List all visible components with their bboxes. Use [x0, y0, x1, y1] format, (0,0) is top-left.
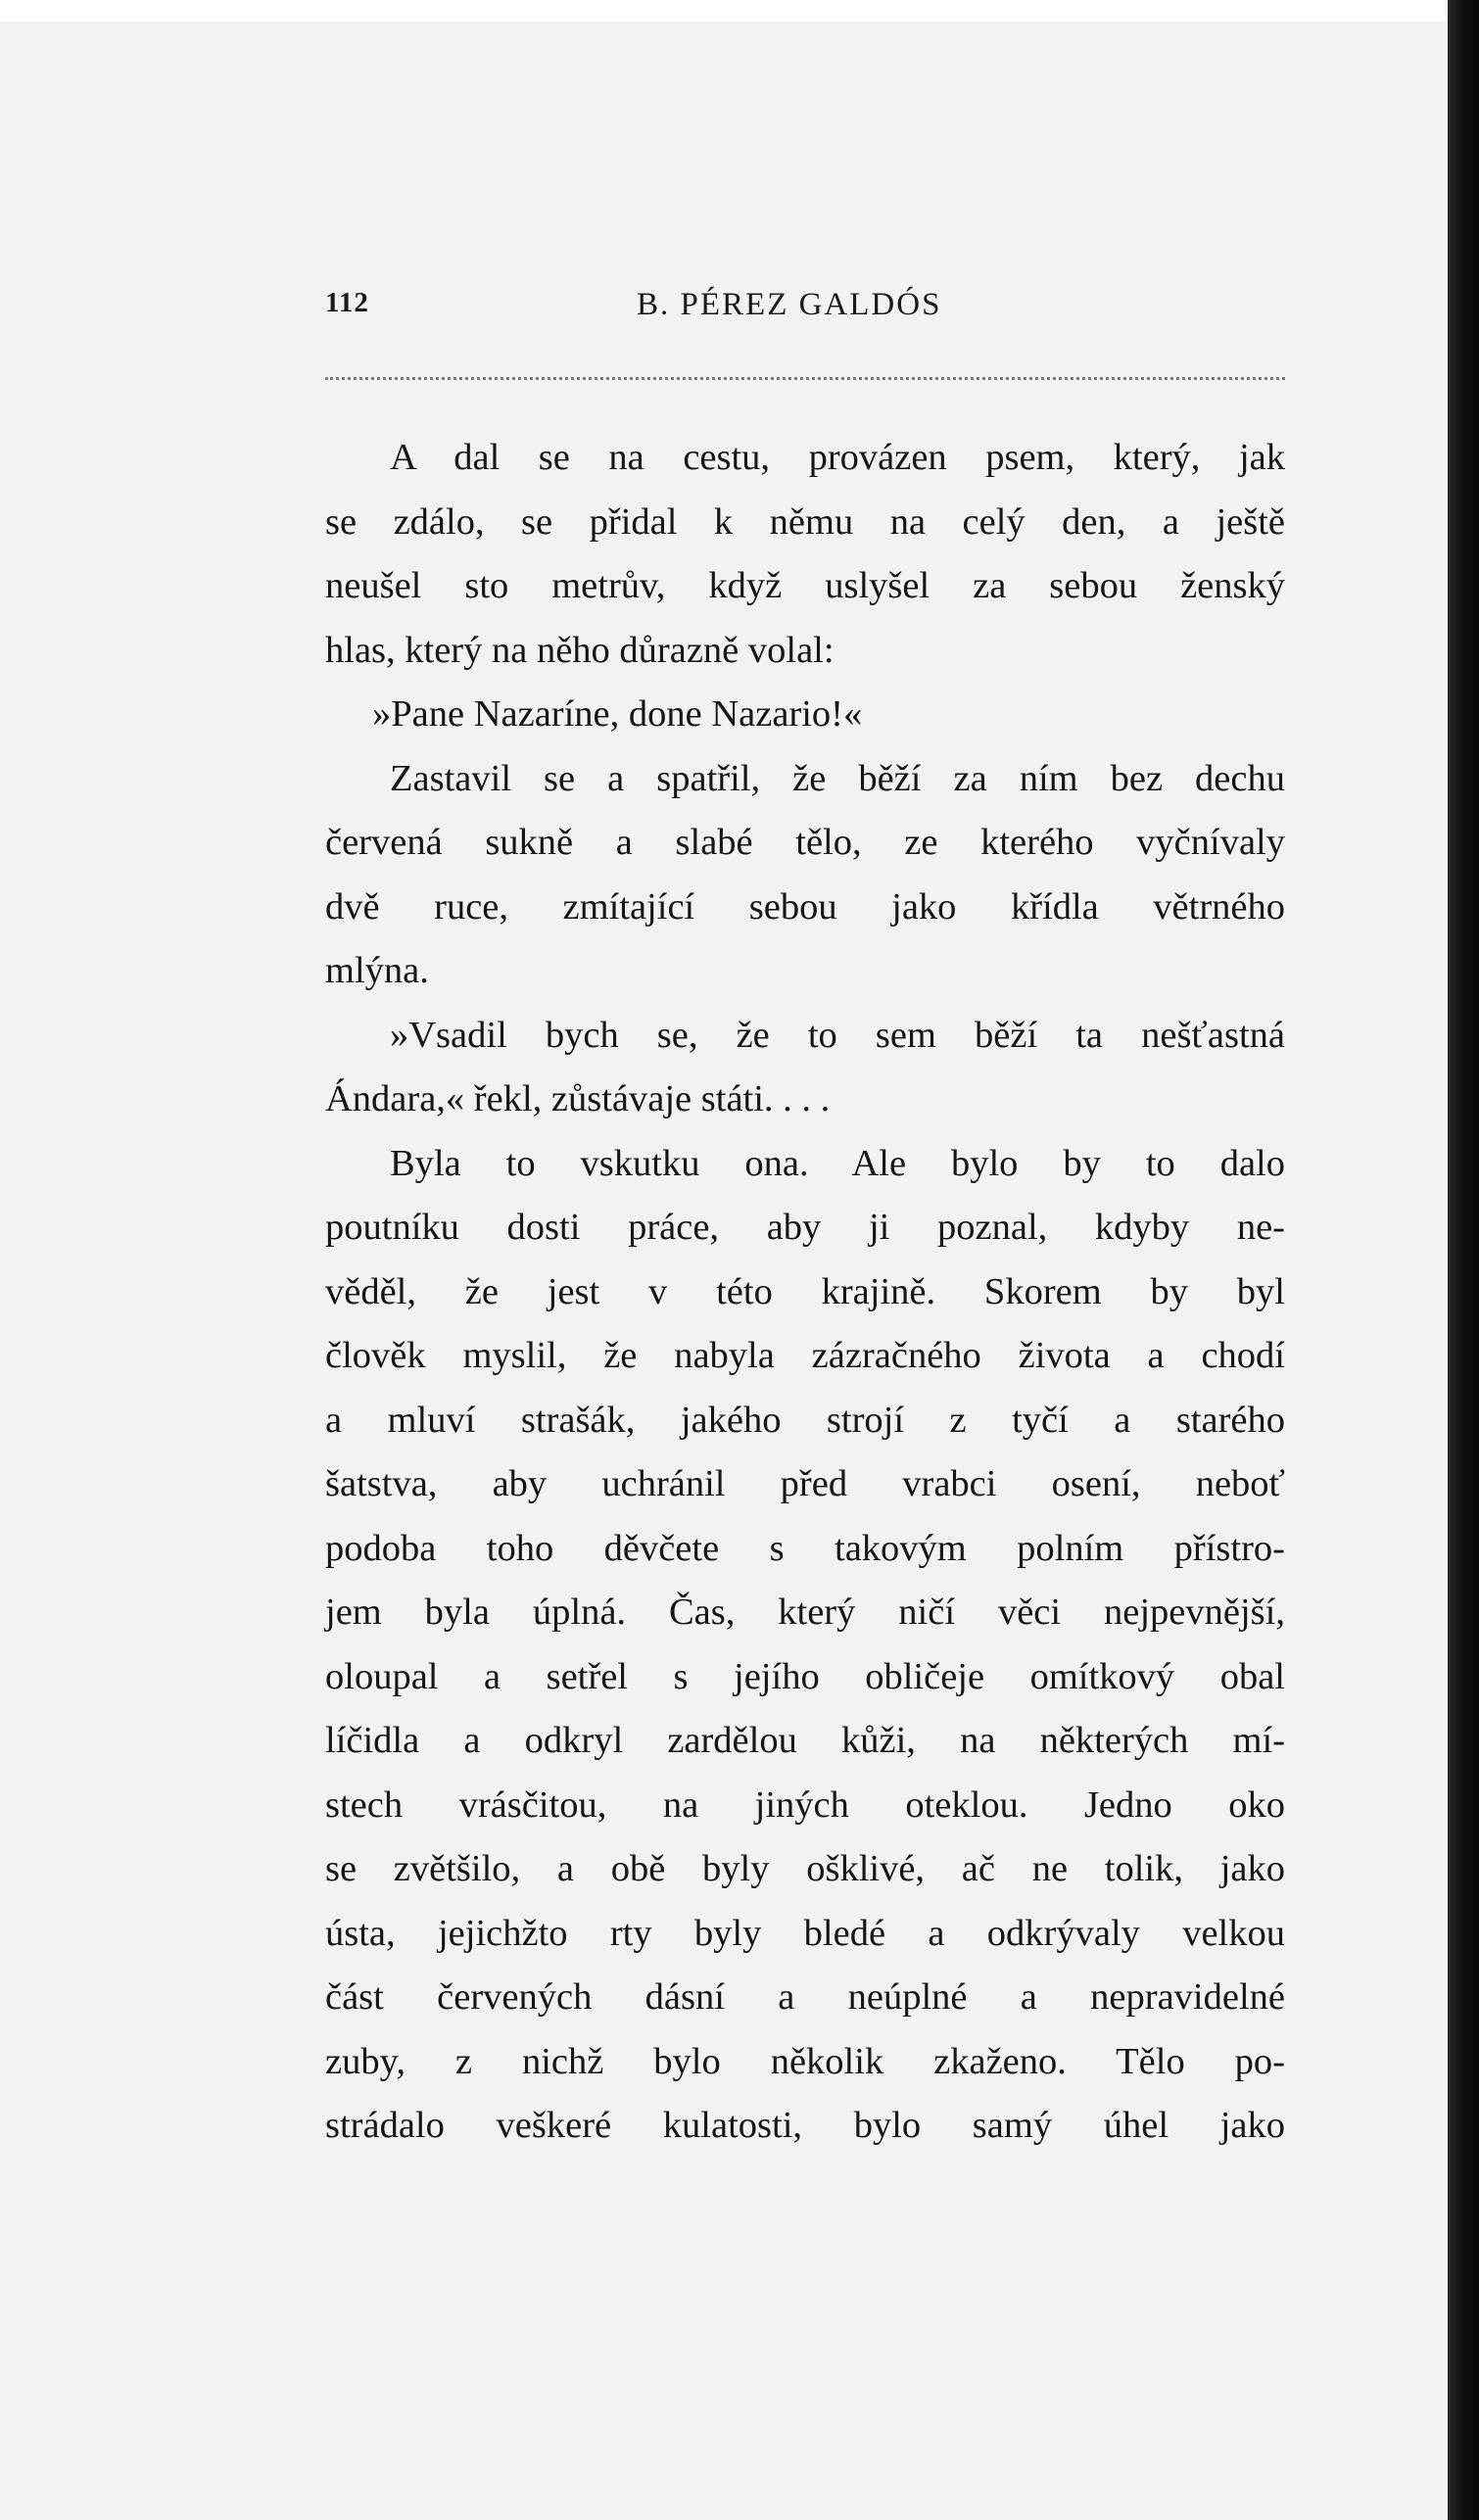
- text-line: Ándara,« řekl, zůstávaje státi. . . .: [325, 1078, 831, 1119]
- text-line: podoba toho děvčete s takovým polním přístro-: [325, 1527, 1285, 1569]
- text-line: ústa, jejichžto rty byly bledé a odkrývaly velkou: [325, 1912, 1285, 1954]
- text-line: A dal se na cestu, provázen psem, který, jak: [390, 437, 1285, 478]
- text-line: »Vsadil bych se, že to sem běží ta nešťastná: [390, 1014, 1285, 1056]
- text-line: věděl, že jest v této krajině. Skorem by byl: [325, 1270, 1285, 1312]
- text-line: Byla to vskutku ona. Ale bylo by to dalo: [390, 1142, 1285, 1184]
- header-rule: [325, 377, 1285, 380]
- body-text: [325, 426, 1285, 2159]
- text-line: dvě ruce, zmítající sebou jako křídla větrného: [325, 885, 1285, 927]
- text-line: část červených dásní a neúplné a nepravidelné: [325, 1976, 1285, 2018]
- text-line: červená sukně a slabé tělo, ze kterého vyčnívaly: [325, 822, 1285, 863]
- text-line: šatstva, aby uchránil před vrabci osení, neboť: [325, 1463, 1285, 1504]
- page-header: [325, 287, 1285, 336]
- text-line: jem byla úplná. Čas, který ničí věci nejpevnější,: [325, 1592, 1285, 1633]
- text-line: líčidla a odkryl zardělou kůži, na některých mí-: [325, 1720, 1285, 1761]
- page-number: 112: [325, 287, 369, 318]
- text-line: poutníku dosti práce, aby ji poznal, kdyby ne-: [325, 1207, 1285, 1248]
- text-line: hlas, který na něho důrazně volal:: [325, 629, 835, 671]
- text-line: se zvětšilo, a obě byly ošklivé, ač ne tolik, jako: [325, 1848, 1285, 1889]
- text-line: člověk myslil, že nabyla zázračného života a chodí: [325, 1335, 1285, 1376]
- text-line: »Pane Nazaríne, done Nazario!«: [372, 693, 863, 735]
- text-line: a mluví strašák, jakého strojí z tyčí a starého: [325, 1399, 1285, 1441]
- text-line: oloupal a setřel s jejího obličeje omítkový obal: [325, 1655, 1285, 1697]
- text-line: se zdálo, se přidal k němu na celý den, a ještě: [325, 500, 1285, 543]
- text-line: Zastavil se a spatřil, že běží za ním bez dechu: [390, 757, 1285, 799]
- text-line: neušel sto metrův, když uslyšel za sebou ženský: [325, 565, 1285, 606]
- scan-edge-shadow: [1448, 0, 1479, 2520]
- text-line: stech vrásčitou, na jiných oteklou. Jedno oko: [325, 1783, 1285, 1826]
- text-line: zuby, z nichž bylo několik zkaženo. Tělo po-: [325, 2040, 1285, 2082]
- text-line: strádalo veškeré kulatosti, bylo samý úhel jako: [325, 2105, 1285, 2146]
- text-line: mlýna.: [325, 950, 429, 991]
- running-title: B. PÉREZ GALDÓS: [637, 287, 942, 322]
